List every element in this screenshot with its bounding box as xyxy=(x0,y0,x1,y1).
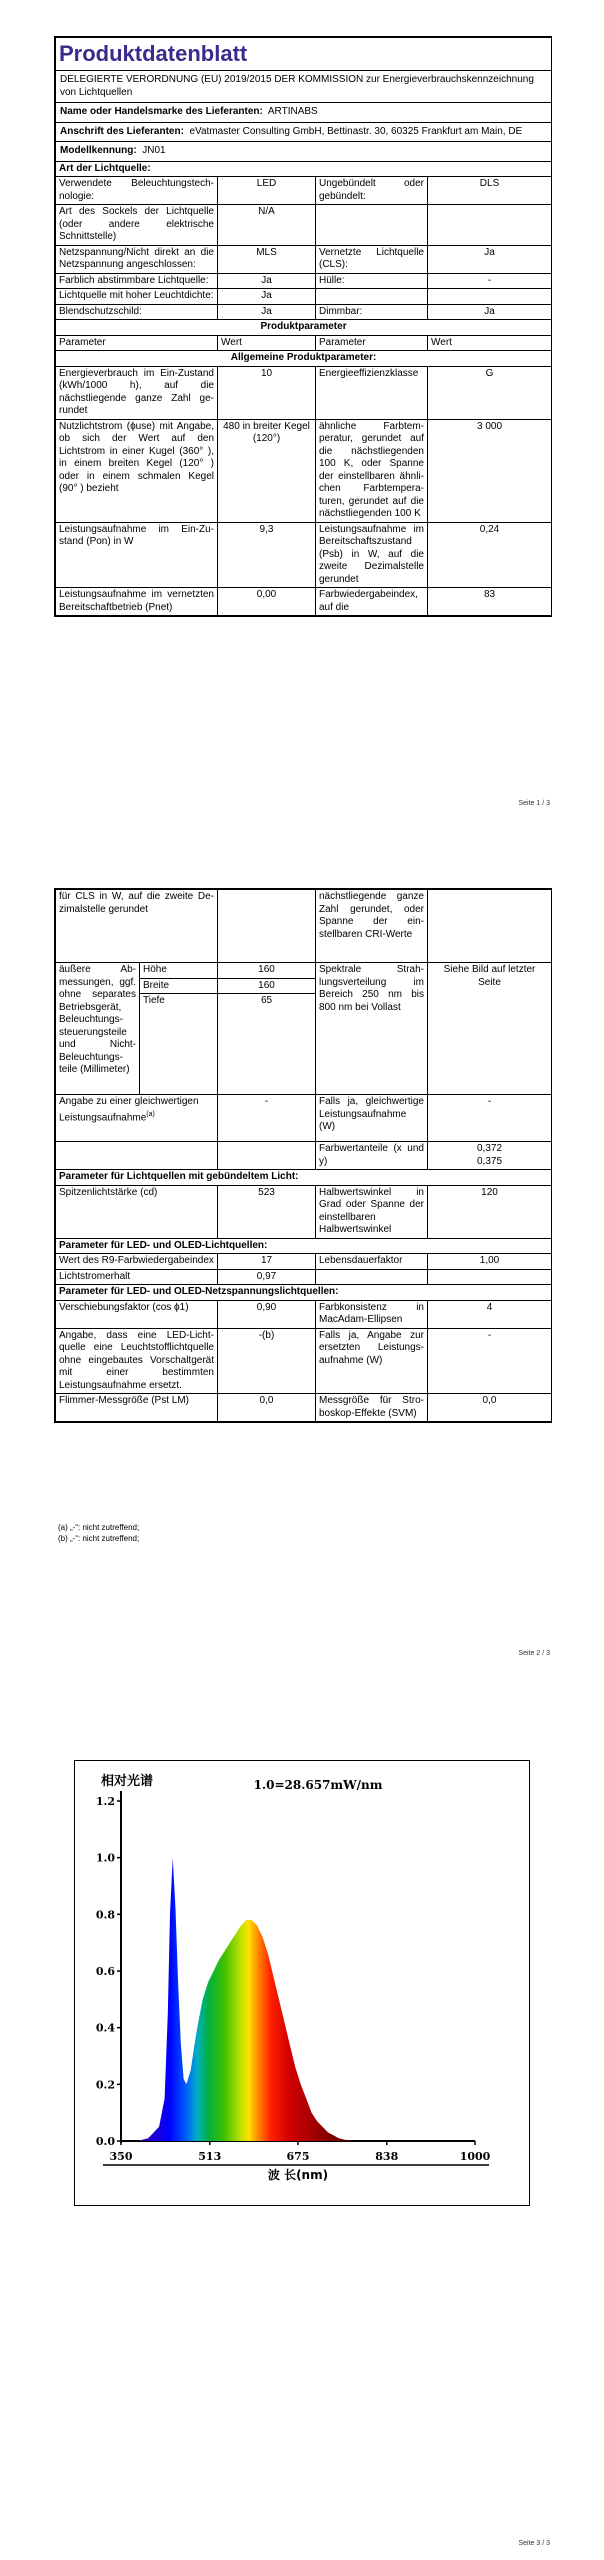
datasheet-table-page1 xyxy=(54,36,552,617)
table-row xyxy=(56,273,552,289)
dimension-width-label: Breite xyxy=(140,978,218,994)
cell: Farblich abstimmbare Lichtquelle: xyxy=(56,273,218,289)
cell xyxy=(56,1142,218,1170)
table-row xyxy=(56,963,552,979)
cell: 480 in breiter Kegel (120°) xyxy=(218,419,316,522)
section-header-mls: Parameter für LED- und OLED-Netzspannungslichtquellen: xyxy=(56,1285,552,1301)
equivalent-power-label xyxy=(56,1095,218,1142)
table-row xyxy=(56,1185,552,1238)
x-axis-label: 波 长(nm) xyxy=(267,2168,329,2182)
supplier-address-label: Anschrift des Lieferanten: xyxy=(60,125,184,137)
cell: Energieverbrauch im Ein-Zustand (kWh/1000 h), auf die nächstliegende ganze Zahl gerundet xyxy=(56,366,218,419)
cell: Falls ja, Angabe zur ersetzten Leistungsaufnahme (W) xyxy=(316,1328,428,1394)
cell xyxy=(218,890,316,963)
dimension-depth-value: 65 xyxy=(218,994,316,1095)
cell: Verwendete Beleuchtungstechnologie: xyxy=(56,177,218,205)
cell: 3 000 xyxy=(428,419,552,522)
dimension-height-label: Höhe xyxy=(140,963,218,979)
x-tick-label: 675 xyxy=(286,2150,310,2163)
table-row xyxy=(56,1394,552,1422)
page-1 xyxy=(0,0,604,820)
table-row xyxy=(56,1254,552,1270)
cell xyxy=(316,289,428,305)
table-row xyxy=(56,1269,552,1285)
dimensions-label: äußere Abmessungen, ggf. ohne separates Betriebsgerät, Beleuchtungssteuerungsteile und Nicht-Beleuchtungsteile (Millimeter) xyxy=(56,963,140,1095)
cell: DLS xyxy=(428,177,552,205)
cell: für CLS in W, auf die zweite Dezimalstelle gerundet xyxy=(56,890,218,963)
cell xyxy=(428,1269,552,1285)
chromaticity-y: 0,375 xyxy=(476,1155,503,1167)
cell: Leistungsaufnahme im Ein-Zustand (Pon) in W xyxy=(56,522,218,588)
cell: Dimmbar: xyxy=(316,304,428,320)
supplier-address-value: eVatmaster Consulting GmbH, Bettinastr. 30, 60325 Frankfurt am Main, DE xyxy=(189,125,523,137)
x-tick-label: 838 xyxy=(375,2150,399,2163)
page-number: Seite 2 / 3 xyxy=(518,1650,550,1657)
section-header-led: Parameter für LED- und OLED-Lichtquellen: xyxy=(56,1238,552,1254)
cell: Spitzenlichtstärke (cd) xyxy=(56,1185,218,1238)
column-header: Wert xyxy=(428,335,552,351)
cell: 10 xyxy=(218,366,316,419)
cell: 0,00 xyxy=(218,588,316,616)
cell xyxy=(218,1142,316,1170)
cell: Art des Sockels der Lichtquelle (oder andere elektrische Schnittstelle) xyxy=(56,205,218,246)
chromaticity-label: Farbwertanteile (x und y) xyxy=(316,1142,428,1170)
cell: Lichtstromerhalt xyxy=(56,1269,218,1285)
cell: - xyxy=(428,1328,552,1394)
equivalent-power-value: - xyxy=(218,1095,316,1142)
cell: Netzspannung/Nicht direkt an die Netzspannung angeschlossen: xyxy=(56,245,218,273)
table-row xyxy=(56,304,552,320)
cell xyxy=(316,205,428,246)
cell: Farbwiedergabeindex, auf die xyxy=(316,588,428,616)
cell: N/A xyxy=(218,205,316,246)
datasheet-table-page2 xyxy=(54,888,552,1423)
cell: 523 xyxy=(218,1185,316,1238)
cell: Messgröße für Stroboskop-Effekte (SVM) xyxy=(316,1394,428,1422)
y-tick-label: 1.2 xyxy=(95,1795,115,1808)
cell: nächstliegende ganze Zahl gerundet, oder Spanne der einstellbaren CRI-Werte xyxy=(316,890,428,963)
cell: Wert des R9-Farbwiedergabeindex xyxy=(56,1254,218,1270)
section-header-product-params: Produktparameter xyxy=(56,320,552,336)
spectral-value: Siehe Bild auf letzter Seite xyxy=(428,963,552,1095)
cell: Lichtquelle mit hoher Leuchtdichte: xyxy=(56,289,218,305)
x-tick-label: 1000 xyxy=(459,2150,491,2163)
page-number: Seite 3 / 3 xyxy=(518,2540,550,2547)
cell: Ja xyxy=(218,304,316,320)
y-tick-label: 0.0 xyxy=(95,2135,115,2148)
cell: Leistungsaufnahme im Bereitschaftszustand (Psb) in W, auf die zweite Dezimalstelle gerundet xyxy=(316,522,428,588)
cell: Lebensdauerfaktor xyxy=(316,1254,428,1270)
cell: 0,0 xyxy=(218,1394,316,1422)
dimension-depth-label: Tiefe xyxy=(140,994,218,1095)
chromaticity-x: 0,372 xyxy=(476,1143,503,1154)
footnote-b: (b) „-“: nicht zutreffend; xyxy=(58,1534,140,1543)
cell: LED xyxy=(218,177,316,205)
page-title: Produktdatenblatt xyxy=(56,38,552,71)
supplier-address-row xyxy=(56,122,552,142)
table-row xyxy=(56,1095,552,1142)
column-header: Wert xyxy=(218,335,316,351)
cell xyxy=(428,205,552,246)
cell: Ja xyxy=(428,304,552,320)
table-row xyxy=(56,1142,552,1170)
cell xyxy=(428,890,552,963)
page-2 xyxy=(0,870,604,1670)
cell: 0,97 xyxy=(218,1269,316,1285)
cell: Vernetzte Lichtquelle (CLS): xyxy=(316,245,428,273)
section-header-general: Allgemeine Produktparameter: xyxy=(56,351,552,367)
spectral-label: Spektrale Strahlungsverteilung im Bereich 250 nm bis 800 nm bei Vollast xyxy=(316,963,428,1095)
cell: Verschiebungsfaktor (cos ϕ1) xyxy=(56,1300,218,1328)
table-row xyxy=(56,205,552,246)
footnote-a: (a) „-“: nicht zutreffend; xyxy=(58,1523,140,1532)
supplier-name-value: ARTINABS xyxy=(267,106,318,117)
y-tick-label: 1.0 xyxy=(95,1851,115,1865)
y-tick-label: 0.4 xyxy=(95,2021,115,2035)
chart-title: 1.0=28.657mW/nm xyxy=(253,1778,383,1792)
cell: 9,3 xyxy=(218,522,316,588)
cell: 0,90 xyxy=(218,1300,316,1328)
cell: Ja xyxy=(218,273,316,289)
chromaticity-value xyxy=(428,1142,552,1170)
cell: Ja xyxy=(218,289,316,305)
cell: Blendschutzschild: xyxy=(56,304,218,320)
table-row xyxy=(56,890,552,963)
y-tick-label: 0.8 xyxy=(95,1908,115,1922)
cell: Leistungsaufnahme im vernetzten Bereitschaftbetrieb (Pnet) xyxy=(56,588,218,616)
cell: 0,0 xyxy=(428,1394,552,1422)
x-tick-label: 513 xyxy=(198,2150,222,2163)
equivalent-power-w-value: - xyxy=(428,1095,552,1142)
cell: 120 xyxy=(428,1185,552,1238)
column-header-row xyxy=(56,335,552,351)
cell: Flimmer-Messgröße (Pst LM) xyxy=(56,1394,218,1422)
regulation-text: DELEGIERTE VERORDNUNG (EU) 2019/2015 DER KOMMISSION zur Energieverbrauchskennzeichnung von Lichtquellen xyxy=(56,71,552,103)
column-header: Parameter xyxy=(316,335,428,351)
table-row xyxy=(56,1328,552,1394)
table-row xyxy=(56,522,552,588)
cell xyxy=(316,1269,428,1285)
cell: Ja xyxy=(428,245,552,273)
cell: ähnliche Farbtemperatur, gerundet auf die nächstliegenden 100 K, oder Spanne der einstellbaren ähnlichen Farbtemperaturen, gerundet auf die nächstliegenden 100 K xyxy=(316,419,428,522)
table-row xyxy=(56,588,552,616)
spectrum-chart-frame xyxy=(74,1760,530,2206)
model-value: JN01 xyxy=(142,145,166,156)
dimension-height-value: 160 xyxy=(218,963,316,979)
cell: Halbwertswinkel in Grad oder Spanne der einstellbaren Halbwertswinkel xyxy=(316,1185,428,1238)
y-axis-label: 相对光谱 xyxy=(101,1774,154,1789)
cell xyxy=(428,289,552,305)
cell: Hülle: xyxy=(316,273,428,289)
table-row xyxy=(56,245,552,273)
table-row xyxy=(56,289,552,305)
cell: MLS xyxy=(218,245,316,273)
model-row xyxy=(56,142,552,162)
section-header-type: Art der Lichtquelle: xyxy=(56,161,552,177)
table-row xyxy=(56,1300,552,1328)
table-row xyxy=(56,177,552,205)
equivalent-power-text: Angabe zu einer gleichwertigen Leistungsaufnahme xyxy=(59,1096,199,1123)
cell: Nutzlichtstrom (ϕuse) mit Angabe, ob sich der Wert auf den Lichtstrom in einer Kugel (360° ), in einem breiten Kegel (120° ) oder in einem schmalen Kegel (90° ) bezieht xyxy=(56,419,218,522)
cell: 0,24 xyxy=(428,522,552,588)
cell: Farbkonsistenz in MacAdam-Ellipsen xyxy=(316,1300,428,1328)
spectrum-chart xyxy=(75,1761,529,2205)
table-row xyxy=(56,419,552,522)
cell: Energieeffizienzklasse xyxy=(316,366,428,419)
supplier-name-label: Name oder Handelsmarke des Lieferanten: xyxy=(60,106,263,117)
dimension-width-value: 160 xyxy=(218,978,316,994)
footnote-marker: (a) xyxy=(146,1110,155,1118)
equivalent-power-w-label: Falls ja, gleichwertige Leistungsaufnahme (W) xyxy=(316,1095,428,1142)
cell: - xyxy=(428,273,552,289)
table-row xyxy=(56,366,552,419)
cell: 83 xyxy=(428,588,552,616)
cell: 4 xyxy=(428,1300,552,1328)
cell: 17 xyxy=(218,1254,316,1270)
spectrum-area xyxy=(137,1858,355,2141)
model-label: Modellkennung: xyxy=(60,145,137,156)
y-tick-label: 0.2 xyxy=(95,2078,115,2092)
cell: 1,00 xyxy=(428,1254,552,1270)
page-number: Seite 1 / 3 xyxy=(518,800,550,807)
y-tick-label: 0.6 xyxy=(95,1965,115,1978)
supplier-name-row xyxy=(56,103,552,123)
cell: Angabe, dass eine LED-Lichtquelle eine Leuchtstofflichtquelle ohne eingebautes Vorschaltgerät mit einer bestimmten Leistungsaufnahme ersetzt. xyxy=(56,1328,218,1394)
section-header-dls: Parameter für Lichtquellen mit gebündeltem Licht: xyxy=(56,1170,552,1186)
column-header: Parameter xyxy=(56,335,218,351)
cell: Ungebündelt oder gebündelt: xyxy=(316,177,428,205)
cell: -(b) xyxy=(218,1328,316,1394)
x-tick-label: 350 xyxy=(109,2150,133,2163)
cell: G xyxy=(428,366,552,419)
footnotes xyxy=(58,1522,139,1544)
